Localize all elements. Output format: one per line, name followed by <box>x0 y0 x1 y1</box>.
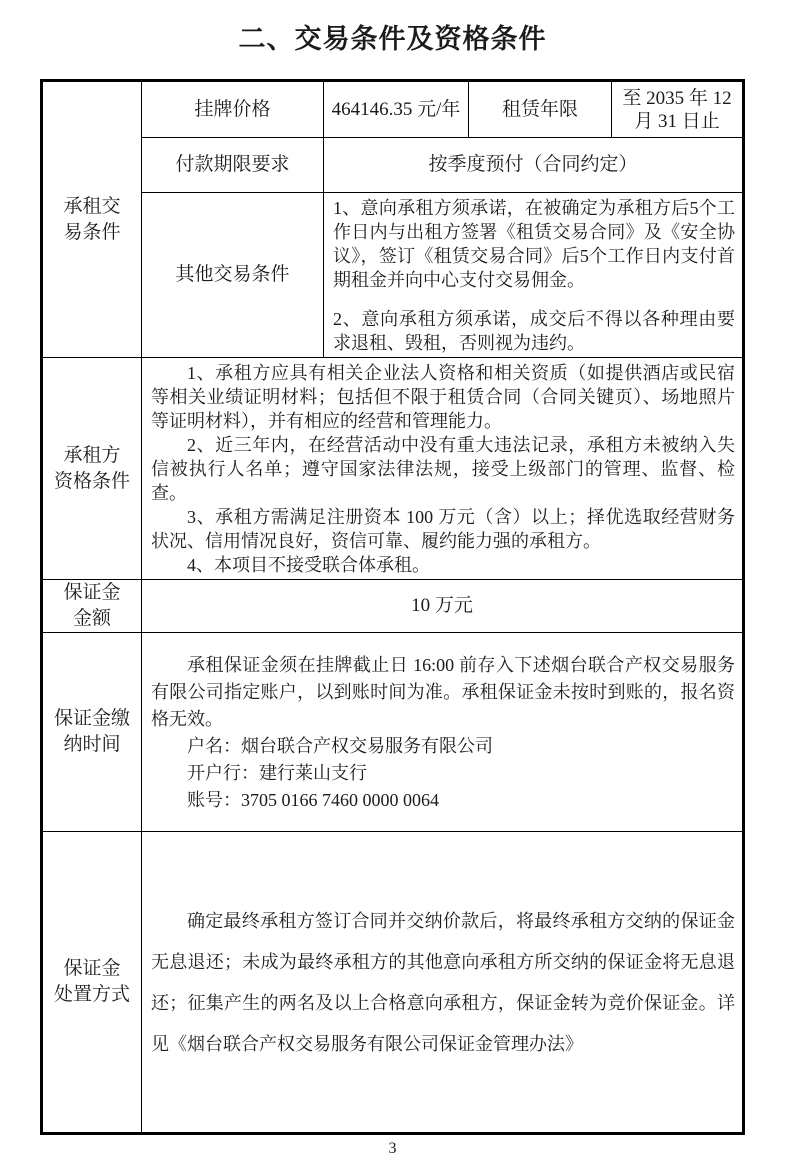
other-conditions-item: 1、意向承租方须承诺，在被确定为承租方后5个工作日内与出租方签署《租赁交易合同》及《安全协议》，签订《租赁交易合同》后5个工作日内支付首期租金并向中心支付交易佣金。 <box>333 198 735 290</box>
row-header-line: 承租方 <box>63 444 121 466</box>
page-number: 3 <box>388 1140 397 1157</box>
qualification-content <box>142 358 744 580</box>
bank-branch-line: 开户行：建行莱山支行 <box>187 762 367 783</box>
row-header-line: 纳时间 <box>63 734 121 755</box>
table-row <box>42 81 744 138</box>
qualification-item: 3、承租方需满足注册资本 100 万元（含）以上；择优选取经营财务状况、信用情况良好，资信可靠、履约能力强的承租方。 <box>151 507 735 551</box>
payment-terms-value: 按季度预付（合同约定） <box>324 138 744 193</box>
row-header-deposit-amount <box>42 580 142 633</box>
row-header-lease-conditions <box>42 81 142 358</box>
deposit-amount-value: 10 万元 <box>142 580 744 633</box>
deposit-disposal-content <box>142 832 744 1134</box>
row-header-line: 保证金 <box>63 958 121 979</box>
row-header-deposit-disposal <box>42 832 142 1134</box>
other-conditions-item: 2、意向承租方须承诺，成交后不得以各种理由要求退租、毁租，否则视为违约。 <box>333 309 735 353</box>
deposit-payment-paragraph: 承租保证金须在挂牌截止日 16:00 前存入下述烟台联合产权交易服务有限公司指定账户，以到账时间为准。承租保证金未按时到账的，报名资格无效。 <box>151 654 735 729</box>
payment-terms-label: 付款期限要求 <box>142 138 324 193</box>
qualification-item: 2、近三年内，在经营活动中没有重大违法记录，承租方未被纳入失信被执行人名单；遵守国家法律法规，接受上级部门的管理、监督、检查。 <box>151 435 735 503</box>
lease-term-value: 至 2035 年 12 月 31 日止 <box>612 81 744 138</box>
row-header-line: 资格条件 <box>53 470 130 492</box>
row-header-deposit-payment-time <box>42 633 142 832</box>
listing-price-label: 挂牌价格 <box>142 81 324 138</box>
other-conditions-label: 其他交易条件 <box>142 193 324 358</box>
lease-term-label: 租赁年限 <box>469 81 612 138</box>
table-row <box>42 193 744 358</box>
row-header-qualification <box>42 358 142 580</box>
conditions-table <box>40 79 745 1135</box>
row-header-line: 金额 <box>72 608 111 629</box>
table-row <box>42 633 744 832</box>
other-conditions-content <box>324 193 744 358</box>
listing-price-value: 464146.35 元/年 <box>324 81 469 138</box>
table-row <box>42 832 744 1134</box>
account-name-line: 户名：烟台联合产权交易服务有限公司 <box>187 735 493 756</box>
row-header-line: 处置方式 <box>53 984 130 1005</box>
row-header-line: 易条件 <box>63 221 121 243</box>
table-row <box>42 580 744 633</box>
table-row <box>42 358 744 580</box>
row-header-line: 承租交 <box>63 195 121 217</box>
qualification-item: 1、承租方应具有相关企业法人资格和相关资质（如提供酒店或民宿等相关业绩证明材料；包括但不限于租赁合同（合同关键页）、场地照片等证明材料），并有相应的经营和管理能力。 <box>151 363 735 431</box>
section-title: 二、交易条件及资格条件 <box>238 24 547 54</box>
document-page <box>0 22 785 1157</box>
row-header-line: 保证金 <box>63 582 121 603</box>
table-row <box>42 138 744 193</box>
deposit-payment-time-content <box>142 633 744 832</box>
qualification-item: 4、本项目不接受联合体承租。 <box>187 555 430 575</box>
deposit-disposal-paragraph: 确定最终承租方签订合同并交纳价款后，将最终承租方交纳的保证金无息退还；未成为最终承租方的其他意向承租方所交纳的保证金将无息退还；征集产生的两名及以上合格意向承租方，保证金转为竞价保证金。详见《烟台联合产权交易服务有限公司保证金管理办法》 <box>151 910 735 1054</box>
account-number-line: 账号：3705 0166 7460 0000 0064 <box>187 789 439 810</box>
row-header-line: 保证金缴 <box>53 708 130 729</box>
